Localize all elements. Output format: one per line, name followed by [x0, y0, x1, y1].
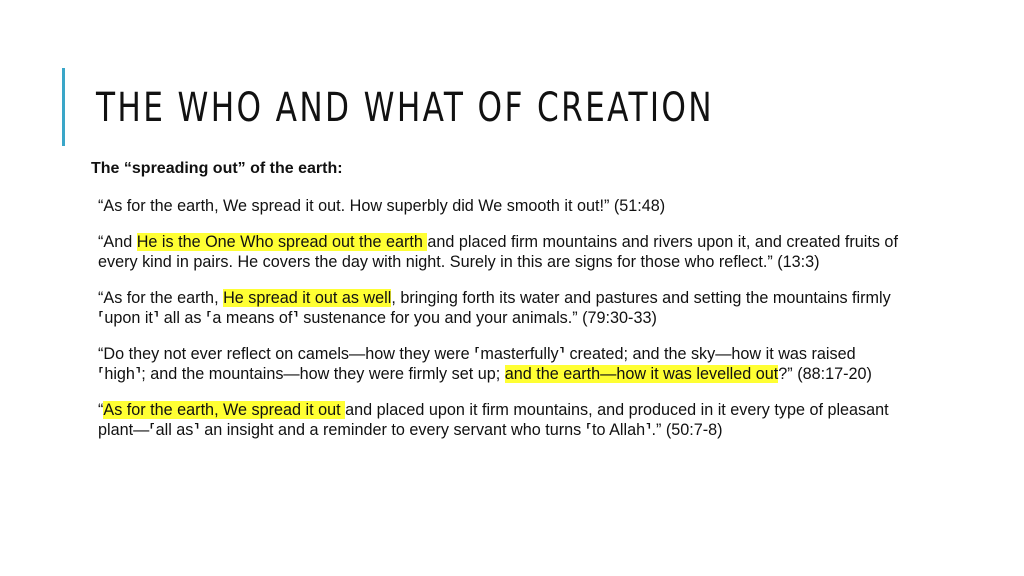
quote-highlight: He spread it out as well: [223, 289, 392, 307]
slide-title: THE WHO AND WHAT OF CREATION: [96, 85, 714, 131]
quote-highlight: As for the earth, We spread it out: [103, 401, 346, 419]
quote-text: “And: [98, 233, 137, 251]
quote-88-17-20: [98, 344, 898, 384]
title-accent-bar: [62, 68, 65, 146]
quote-text: “As for the earth, We spread it out. How superbly did We smooth it out!” (51:48): [98, 197, 666, 215]
quote-50-7-8: [98, 400, 898, 440]
section-subheading: The “spreading out” of the earth:: [91, 160, 343, 177]
quote-51-48: [98, 196, 898, 216]
quote-text: “Do they not ever reflect on camels—how they were ⸢masterfully⸣ created; and the sky—how it was raised ⸢high⸣; and the mountains—how they were firmly set up;: [98, 345, 856, 383]
quote-text: and placed firm mountains and rivers upon it, and created fruits of every kind in pairs. He covers the day with night. Surely in this are signs for those who reflect.” (13:3): [98, 233, 898, 271]
quote-text: ?” (88:17-20): [778, 365, 872, 383]
quote-text: “: [98, 401, 104, 419]
quote-highlight: and the earth—how it was levelled out: [504, 365, 779, 383]
quote-13-3: [98, 232, 898, 272]
quote-highlight: He is the One Who spread out the earth: [136, 233, 428, 251]
quote-text: and placed upon it firm mountains, and produced in it every type of pleasant plant—⸢all as⸣ an insight and a reminder to every servant who turns ⸢to Allah⸣.” (50:7-8): [98, 401, 889, 439]
quote-79-30-33: [98, 288, 898, 328]
quote-text: , bringing forth its water and pastures and setting the mountains firmly ⸢upon it⸣ all as ⸢a means of⸣ sustenance for you and your animals.” (79:30-33): [98, 289, 891, 327]
quote-text: “As for the earth,: [98, 289, 224, 307]
quote-list: [98, 196, 898, 456]
